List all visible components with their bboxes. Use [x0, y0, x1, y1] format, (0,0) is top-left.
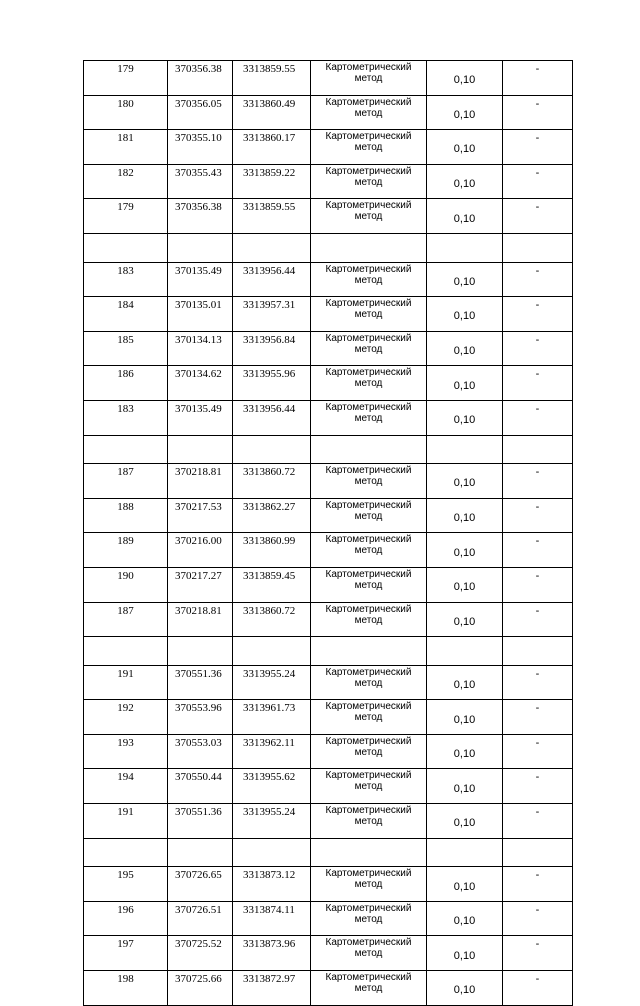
method-line-2: метод: [354, 274, 383, 286]
separator-row: [84, 233, 573, 262]
note-cell: -: [503, 769, 573, 804]
method-line-2: метод: [354, 107, 383, 119]
table-row: [84, 867, 573, 902]
coordinate-x-cell: 370356.38: [168, 199, 233, 234]
table-row: [84, 804, 573, 839]
method-line-1: Картометрический: [325, 666, 412, 678]
table-row: [84, 936, 573, 971]
note-cell: -: [503, 533, 573, 568]
coordinate-x-cell: 370726.51: [168, 901, 233, 936]
accuracy-cell: 0,10: [427, 602, 503, 637]
coordinate-y-cell: 3313956.44: [233, 400, 311, 435]
note-cell: -: [503, 199, 573, 234]
coordinate-x-cell: 370550.44: [168, 769, 233, 804]
table-row: [84, 164, 573, 199]
empty-cell: [503, 838, 573, 867]
coordinate-y-cell: 3313862.27: [233, 498, 311, 533]
point-number-cell: 182: [84, 164, 168, 199]
table-row: [84, 567, 573, 602]
accuracy-cell: 0,10: [427, 498, 503, 533]
method-line-2: метод: [354, 176, 383, 188]
point-number-cell: 181: [84, 130, 168, 165]
table-row: [84, 61, 573, 96]
empty-cell: [311, 233, 427, 262]
method-line-2: метод: [354, 677, 383, 689]
method-cell: [311, 804, 427, 839]
coordinate-x-cell: 370355.10: [168, 130, 233, 165]
method-cell: [311, 262, 427, 297]
coordinate-y-cell: 3313955.24: [233, 804, 311, 839]
method-line-1: Картометрический: [325, 902, 412, 914]
point-number-cell: 198: [84, 971, 168, 1006]
coordinate-x-cell: 370135.49: [168, 262, 233, 297]
coordinate-y-cell: 3313957.31: [233, 297, 311, 332]
accuracy-cell: 0,10: [427, 331, 503, 366]
table-row: [84, 665, 573, 700]
empty-cell: [503, 233, 573, 262]
method-line-2: метод: [354, 913, 383, 925]
coordinate-x-cell: 370551.36: [168, 665, 233, 700]
method-cell: [311, 867, 427, 902]
table-row: [84, 199, 573, 234]
note-cell: -: [503, 665, 573, 700]
empty-cell: [311, 435, 427, 464]
accuracy-cell: 0,10: [427, 769, 503, 804]
point-number-cell: 185: [84, 331, 168, 366]
coordinate-x-cell: 370356.05: [168, 95, 233, 130]
point-number-cell: 189: [84, 533, 168, 568]
coordinate-y-cell: 3313955.96: [233, 366, 311, 401]
method-line-1: Картометрический: [325, 937, 412, 949]
coordinate-x-cell: 370217.53: [168, 498, 233, 533]
empty-cell: [84, 233, 168, 262]
method-line-1: Картометрический: [325, 805, 412, 817]
method-line-1: Картометрический: [325, 465, 412, 477]
table-row: [84, 297, 573, 332]
coordinate-y-cell: 3313860.72: [233, 464, 311, 499]
method-cell: [311, 936, 427, 971]
empty-cell: [427, 435, 503, 464]
method-line-1: Картометрический: [325, 603, 412, 615]
table-row: [84, 262, 573, 297]
method-line-1: Картометрический: [325, 298, 412, 310]
accuracy-cell: 0,10: [427, 199, 503, 234]
table-row: [84, 769, 573, 804]
table-row: [84, 498, 573, 533]
table-row: [84, 901, 573, 936]
method-line-2: метод: [354, 73, 383, 84]
empty-cell: [84, 637, 168, 666]
method-cell: [311, 602, 427, 637]
coordinate-y-cell: 3313859.22: [233, 164, 311, 199]
empty-cell: [84, 838, 168, 867]
point-number-cell: 179: [84, 61, 168, 96]
point-number-cell: 193: [84, 734, 168, 769]
method-cell: [311, 498, 427, 533]
method-cell: [311, 971, 427, 1006]
method-line-2: метод: [354, 781, 383, 793]
note-cell: -: [503, 901, 573, 936]
accuracy-cell: 0,10: [427, 567, 503, 602]
note-cell: -: [503, 498, 573, 533]
note-cell: -: [503, 867, 573, 902]
coordinate-y-cell: 3313955.62: [233, 769, 311, 804]
method-cell: [311, 366, 427, 401]
table-row: [84, 400, 573, 435]
note-cell: -: [503, 61, 573, 96]
accuracy-cell: 0,10: [427, 901, 503, 936]
table-row: [84, 533, 573, 568]
accuracy-cell: 0,10: [427, 804, 503, 839]
point-number-cell: 190: [84, 567, 168, 602]
method-line-1: Картометрический: [325, 972, 412, 984]
coordinate-x-cell: 370726.65: [168, 867, 233, 902]
method-line-1: Картометрический: [325, 165, 412, 177]
method-line-1: Картометрический: [325, 735, 412, 747]
method-cell: [311, 130, 427, 165]
method-line-1: Картометрический: [325, 263, 412, 275]
coordinate-y-cell: 3313860.72: [233, 602, 311, 637]
coordinate-y-cell: 3313962.11: [233, 734, 311, 769]
coordinate-y-cell: 3313955.24: [233, 665, 311, 700]
coordinate-y-cell: 3313859.55: [233, 199, 311, 234]
empty-cell: [168, 233, 233, 262]
table-row: [84, 734, 573, 769]
method-cell: [311, 464, 427, 499]
note-cell: -: [503, 130, 573, 165]
empty-cell: [503, 435, 573, 464]
method-line-2: метод: [354, 816, 383, 828]
note-cell: -: [503, 95, 573, 130]
method-cell: [311, 734, 427, 769]
method-cell: [311, 297, 427, 332]
point-number-cell: 179: [84, 199, 168, 234]
coordinate-x-cell: 370135.49: [168, 400, 233, 435]
accuracy-cell: 0,10: [427, 130, 503, 165]
note-cell: -: [503, 262, 573, 297]
method-line-2: метод: [354, 545, 383, 557]
table-row: [84, 464, 573, 499]
point-number-cell: 191: [84, 804, 168, 839]
coordinate-x-cell: 370553.03: [168, 734, 233, 769]
coordinate-y-cell: 3313860.17: [233, 130, 311, 165]
method-line-2: метод: [354, 211, 383, 223]
method-line-1: Картометрический: [325, 96, 412, 108]
coordinate-y-cell: 3313872.97: [233, 971, 311, 1006]
method-line-2: метод: [354, 712, 383, 724]
table-row: [84, 700, 573, 735]
point-number-cell: 186: [84, 366, 168, 401]
method-line-2: метод: [354, 879, 383, 891]
method-line-2: метод: [354, 983, 383, 995]
method-line-2: метод: [354, 142, 383, 154]
coordinate-x-cell: 370216.00: [168, 533, 233, 568]
accuracy-cell: 0,10: [427, 734, 503, 769]
empty-cell: [311, 637, 427, 666]
point-number-cell: 188: [84, 498, 168, 533]
separator-row: [84, 838, 573, 867]
coordinate-y-cell: 3313873.12: [233, 867, 311, 902]
method-line-1: Картометрический: [325, 131, 412, 143]
note-cell: -: [503, 297, 573, 332]
method-line-1: Картометрический: [325, 332, 412, 344]
empty-cell: [427, 637, 503, 666]
coordinate-x-cell: 370217.27: [168, 567, 233, 602]
table-row: [84, 971, 573, 1006]
coordinate-x-cell: 370135.01: [168, 297, 233, 332]
coordinate-x-cell: 370356.38: [168, 61, 233, 96]
note-cell: -: [503, 366, 573, 401]
note-cell: -: [503, 971, 573, 1006]
empty-cell: [168, 435, 233, 464]
method-line-1: Картометрический: [325, 868, 412, 880]
accuracy-cell: 0,10: [427, 400, 503, 435]
table-row: [84, 130, 573, 165]
coordinate-y-cell: 3313859.55: [233, 61, 311, 96]
coordinates-table: [83, 60, 573, 1006]
empty-cell: [427, 838, 503, 867]
empty-cell: [84, 435, 168, 464]
empty-cell: [427, 233, 503, 262]
method-cell: [311, 769, 427, 804]
note-cell: -: [503, 804, 573, 839]
point-number-cell: 187: [84, 464, 168, 499]
method-line-1: Картометрический: [325, 62, 412, 73]
method-line-1: Картометрический: [325, 534, 412, 546]
method-line-1: Картометрический: [325, 401, 412, 413]
method-line-2: метод: [354, 309, 383, 321]
note-cell: -: [503, 400, 573, 435]
accuracy-cell: 0,10: [427, 61, 503, 96]
accuracy-cell: 0,10: [427, 700, 503, 735]
coordinate-y-cell: 3313961.73: [233, 700, 311, 735]
coordinates-table-body: [84, 61, 573, 1006]
note-cell: -: [503, 164, 573, 199]
table-row: [84, 95, 573, 130]
note-cell: -: [503, 936, 573, 971]
method-line-1: Картометрический: [325, 770, 412, 782]
accuracy-cell: 0,10: [427, 95, 503, 130]
note-cell: -: [503, 700, 573, 735]
coordinate-y-cell: 3313956.84: [233, 331, 311, 366]
coordinate-x-cell: 370553.96: [168, 700, 233, 735]
method-line-2: метод: [354, 378, 383, 390]
coordinate-y-cell: 3313956.44: [233, 262, 311, 297]
coordinate-y-cell: 3313860.49: [233, 95, 311, 130]
method-line-2: метод: [354, 412, 383, 424]
point-number-cell: 197: [84, 936, 168, 971]
point-number-cell: 183: [84, 400, 168, 435]
empty-cell: [233, 637, 311, 666]
method-cell: [311, 331, 427, 366]
empty-cell: [168, 838, 233, 867]
method-line-2: метод: [354, 343, 383, 355]
note-cell: -: [503, 567, 573, 602]
table-row: [84, 602, 573, 637]
separator-row: [84, 637, 573, 666]
empty-cell: [168, 637, 233, 666]
method-cell: [311, 199, 427, 234]
coordinate-x-cell: 370218.81: [168, 464, 233, 499]
note-cell: -: [503, 331, 573, 366]
method-line-2: метод: [354, 579, 383, 591]
method-line-2: метод: [354, 476, 383, 488]
coordinate-x-cell: 370725.66: [168, 971, 233, 1006]
point-number-cell: 194: [84, 769, 168, 804]
point-number-cell: 184: [84, 297, 168, 332]
empty-cell: [233, 435, 311, 464]
method-line-1: Картометрический: [325, 200, 412, 212]
coordinate-x-cell: 370355.43: [168, 164, 233, 199]
coordinate-y-cell: 3313874.11: [233, 901, 311, 936]
coordinate-y-cell: 3313859.45: [233, 567, 311, 602]
method-cell: [311, 61, 427, 96]
coordinate-y-cell: 3313873.96: [233, 936, 311, 971]
note-cell: -: [503, 734, 573, 769]
table-row: [84, 366, 573, 401]
method-line-1: Картометрический: [325, 701, 412, 713]
point-number-cell: 183: [84, 262, 168, 297]
method-cell: [311, 901, 427, 936]
method-line-1: Картометрический: [325, 568, 412, 580]
method-line-2: метод: [354, 614, 383, 626]
point-number-cell: 187: [84, 602, 168, 637]
accuracy-cell: 0,10: [427, 164, 503, 199]
empty-cell: [233, 838, 311, 867]
accuracy-cell: 0,10: [427, 366, 503, 401]
method-line-2: метод: [354, 948, 383, 960]
accuracy-cell: 0,10: [427, 867, 503, 902]
note-cell: -: [503, 464, 573, 499]
point-number-cell: 191: [84, 665, 168, 700]
table-row: [84, 331, 573, 366]
accuracy-cell: 0,10: [427, 665, 503, 700]
coordinate-y-cell: 3313860.99: [233, 533, 311, 568]
method-cell: [311, 665, 427, 700]
method-cell: [311, 533, 427, 568]
point-number-cell: 180: [84, 95, 168, 130]
point-number-cell: 192: [84, 700, 168, 735]
coordinate-x-cell: 370134.62: [168, 366, 233, 401]
coordinate-x-cell: 370551.36: [168, 804, 233, 839]
method-cell: [311, 95, 427, 130]
note-cell: -: [503, 602, 573, 637]
method-line-1: Картометрический: [325, 499, 412, 511]
accuracy-cell: 0,10: [427, 464, 503, 499]
accuracy-cell: 0,10: [427, 533, 503, 568]
method-line-2: метод: [354, 510, 383, 522]
point-number-cell: 196: [84, 901, 168, 936]
accuracy-cell: 0,10: [427, 971, 503, 1006]
method-line-2: метод: [354, 746, 383, 758]
empty-cell: [311, 838, 427, 867]
coordinate-x-cell: 370134.13: [168, 331, 233, 366]
coordinate-x-cell: 370218.81: [168, 602, 233, 637]
accuracy-cell: 0,10: [427, 936, 503, 971]
separator-row: [84, 435, 573, 464]
empty-cell: [503, 637, 573, 666]
point-number-cell: 195: [84, 867, 168, 902]
method-cell: [311, 700, 427, 735]
method-cell: [311, 567, 427, 602]
method-line-1: Картометрический: [325, 367, 412, 379]
method-cell: [311, 400, 427, 435]
accuracy-cell: 0,10: [427, 297, 503, 332]
accuracy-cell: 0,10: [427, 262, 503, 297]
empty-cell: [233, 233, 311, 262]
coordinate-x-cell: 370725.52: [168, 936, 233, 971]
method-cell: [311, 164, 427, 199]
